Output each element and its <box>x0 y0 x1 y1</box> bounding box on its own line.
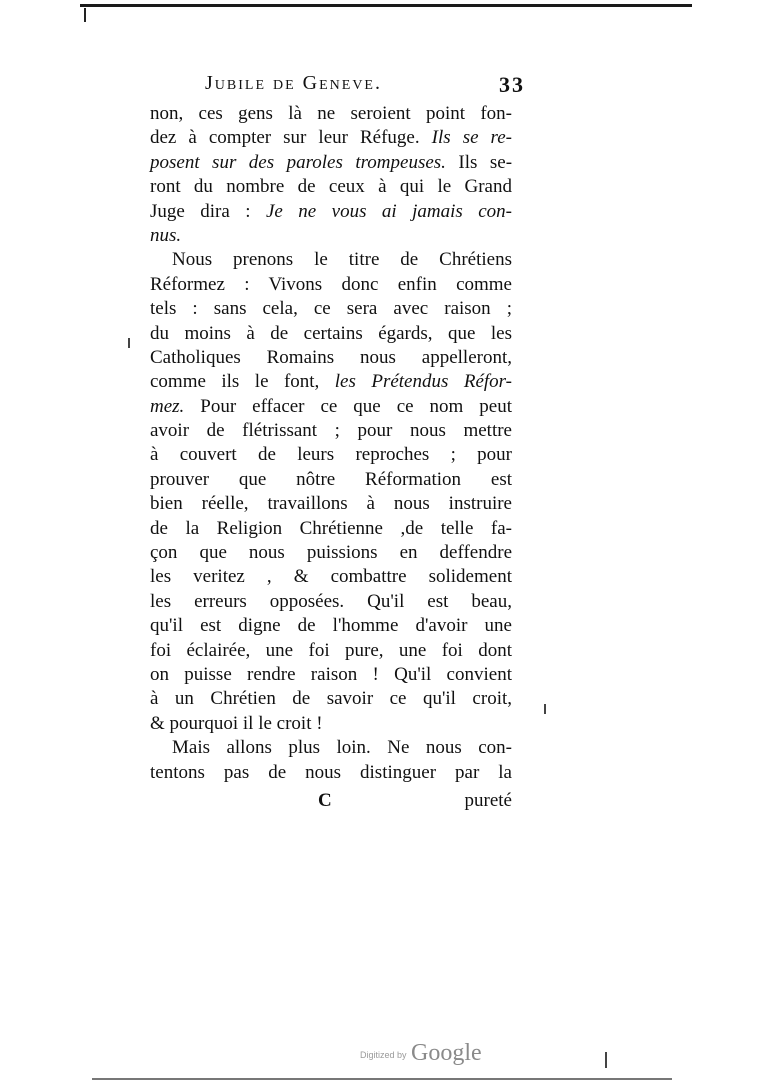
paragraph-start-line: Nous prenons le titre de Chrétiens <box>172 249 512 271</box>
italic-phrase: posent sur des paroles trompeuses. <box>150 151 446 173</box>
text-line: çon que nous puissions en deffendre <box>150 542 512 564</box>
text-line: du moins à de certains égards, que les <box>150 322 512 344</box>
running-title: Jubile de Geneve. <box>205 72 382 94</box>
margin-mark <box>605 1052 607 1068</box>
digitized-by-watermark <box>360 1040 482 1070</box>
watermark-prefix: Digitized by <box>360 1050 407 1060</box>
paragraph-start-line: Mais allons plus loin. Ne nous con- <box>172 737 512 759</box>
running-header <box>205 72 525 102</box>
text-line: Juge dira : Je ne vous ai jamais con- <box>150 200 512 222</box>
text-line: Réformez : Vivons donc enfin comme <box>150 273 512 295</box>
catchword: pureté <box>464 790 512 811</box>
text-line: les veritez , & combattre solidement <box>150 566 512 588</box>
text-line: qu'il est digne de l'homme d'avoir une <box>150 615 512 637</box>
italic-phrase: mez. <box>150 395 185 417</box>
text-line: bien réelle, travaillons à nous instruire <box>150 493 512 515</box>
text-line: à couvert de leurs reproches ; pour <box>150 444 512 466</box>
italic-phrase: nus. <box>150 224 182 246</box>
text-line: mez. Pour effacer ce que ce nom peut <box>150 395 513 417</box>
page-number: 33 <box>499 72 525 97</box>
google-logo: Google <box>410 1040 482 1066</box>
margin-mark <box>128 338 130 348</box>
margin-mark <box>544 704 546 714</box>
text-line: tentons pas de nous distinguer par la <box>150 761 512 783</box>
catch-line <box>150 790 512 816</box>
text-line <box>150 224 512 248</box>
text-line: ront du nombre de ceux à qui le Grand <box>150 176 512 198</box>
text-line: posent sur des paroles trompeuses. Ils se- <box>150 151 513 173</box>
body-text <box>150 102 512 785</box>
top-edge-mark <box>84 8 86 22</box>
text-line: tels : sans cela, ce sera avec raison ; <box>150 298 512 320</box>
text-line: avoir de flétrissant ; pour nous mettre <box>150 420 512 442</box>
text-line: à un Chrétien de savoir ce qu'il croit, <box>150 688 512 710</box>
italic-phrase: Je ne vous ai jamais con- <box>265 200 512 222</box>
text-line: & pourquoi il le croit ! <box>150 712 323 734</box>
text-line: non, ces gens là ne seroient point fon- <box>150 103 512 124</box>
italic-phrase: Ils se re- <box>431 127 513 149</box>
text-line: comme ils le font, les Prétendus Réfor- <box>150 371 512 393</box>
top-page-edge-rule <box>80 4 692 7</box>
text-line: prouver que nôtre Réformation est <box>150 468 512 490</box>
text-line: les erreurs opposées. Qu'il est beau, <box>150 590 512 612</box>
text-line: Catholiques Romains nous appelleront, <box>150 346 512 368</box>
text-line: de la Religion Chrétienne ,de telle fa- <box>150 517 512 539</box>
text-line: foi éclairée, une foi pure, une foi dont <box>150 639 512 661</box>
italic-phrase: les Prétendus Réfor- <box>334 371 512 393</box>
text-line: on puisse rendre raison ! Qu'il convient <box>150 663 512 685</box>
signature-mark: C <box>318 790 332 811</box>
bottom-page-edge-rule <box>92 1078 672 1080</box>
text-line: dez à compter sur leur Réfuge. Ils se re- <box>150 127 513 149</box>
